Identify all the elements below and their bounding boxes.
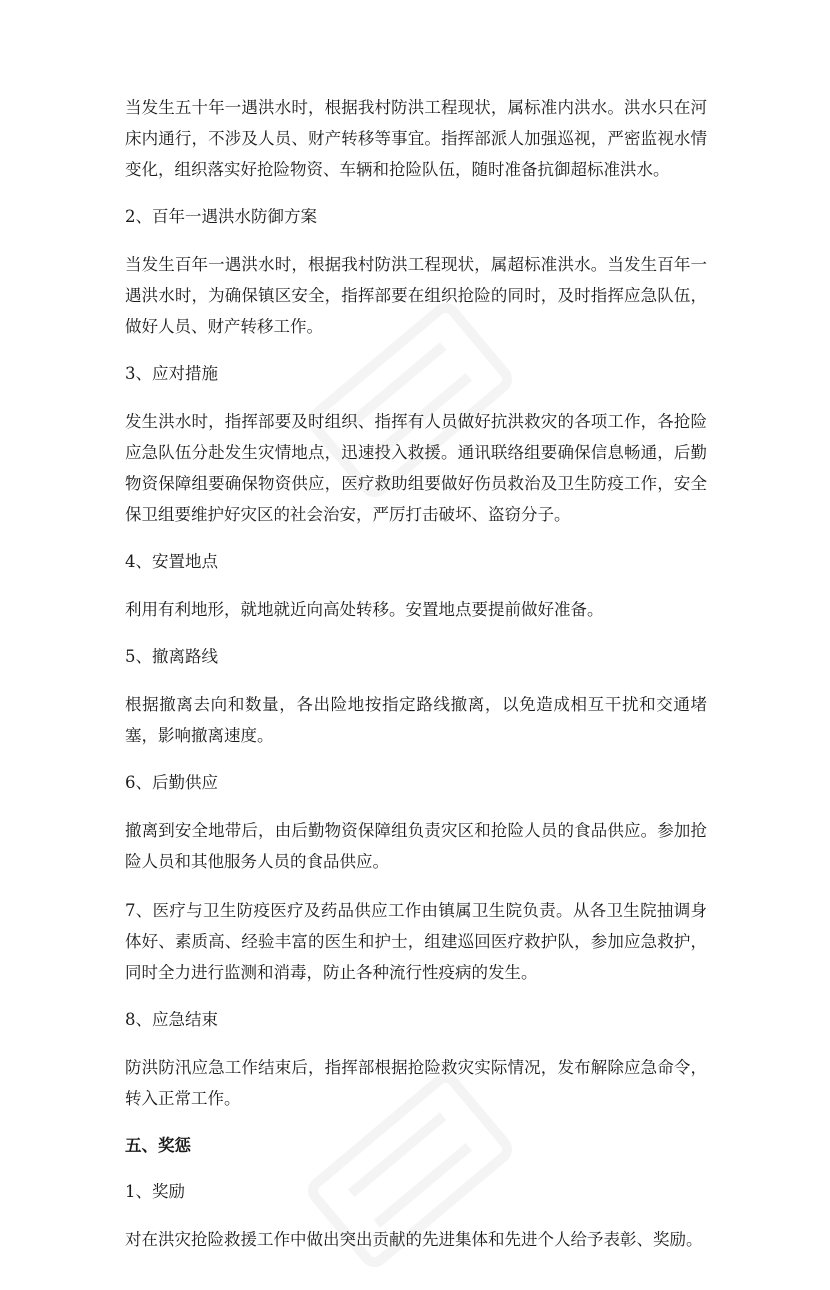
- paragraph-medical-epidemic: 7、医疗与卫生防疫医疗及药品供应工作由镇属卫生院负责。从各卫生院抽调身体好、素质高、经验丰富的医生和护士，组建巡回医疗救护队，参加应急救护，同时全力进行监测和消毒，防止各种流行性疫病的发生。: [125, 901, 707, 982]
- heading-emergency-end: 8、应急结束: [125, 1010, 218, 1029]
- heading-response-measures: 3、应对措施: [125, 364, 218, 383]
- heading-logistics-supply: 6、后勤供应: [125, 773, 218, 792]
- paragraph-evacuation-route: 根据撤离去向和数量，各出险地按指定路线撤离，以免造成相互干扰和交通堵塞，影响撤离速度。: [125, 695, 707, 745]
- heading-rewards: 1、奖励: [125, 1182, 185, 1201]
- paragraph-flood-100yr: 当发生百年一遇洪水时，根据我村防洪工程现状，属超标准洪水。当发生百年一遇洪水时，为确保镇区安全，指挥部要在组织抢险的同时，及时指挥应急队伍，做好人员、财产转移工作。: [125, 255, 707, 336]
- paragraph-logistics-supply: 撤离到安全地带后，由后勤物资保障组负责灾区和抢险人员的食品供应。参加抢险人员和其他服务人员的食品供应。: [125, 821, 707, 871]
- heading-resettlement-site: 4、安置地点: [125, 552, 218, 571]
- heading-100yr-plan: 2、百年一遇洪水防御方案: [125, 207, 317, 226]
- heading-evacuation-route: 5、撤离路线: [125, 647, 218, 666]
- section-title-rewards-penalties: 五、奖惩: [125, 1136, 191, 1155]
- document-body: [125, 92, 707, 1273]
- paragraph-response-measures: 发生洪水时，指挥部要及时组织、指挥有人员做好抗洪救灾的各项工作，各抢险应急队伍分赴发生灾情地点，迅速投入救援。通讯联络组要确保信息畅通，后勤物资保障组要确保物资供应，医疗救助组要做好伤员救治及卫生防疫工作，安全保卫组要维护好灾区的社会治安，严厉打击破坏、盗窃分子。: [125, 412, 707, 524]
- paragraph-resettlement-site: 利用有利地形，就地就近向高处转移。安置地点要提前做好准备。: [125, 600, 604, 619]
- paragraph-emergency-end: 防洪防汛应急工作结束后，指挥部根据抢险救灾实际情况，发布解除应急命令，转入正常工作。: [125, 1058, 707, 1108]
- paragraph-flood-50yr: 当发生五十年一遇洪水时，根据我村防洪工程现状，属标准内洪水。洪水只在河床内通行，不涉及人员、财产转移等事宜。指挥部派人加强巡视，严密监视水情变化，组织落实好抢险物资、车辆和抢险队伍，随时准备抗御超标准洪水。: [125, 98, 707, 179]
- paragraph-rewards: 对在洪灾抢险救援工作中做出突出贡献的先进集体和先进个人给予表彰、奖励。: [125, 1230, 703, 1249]
